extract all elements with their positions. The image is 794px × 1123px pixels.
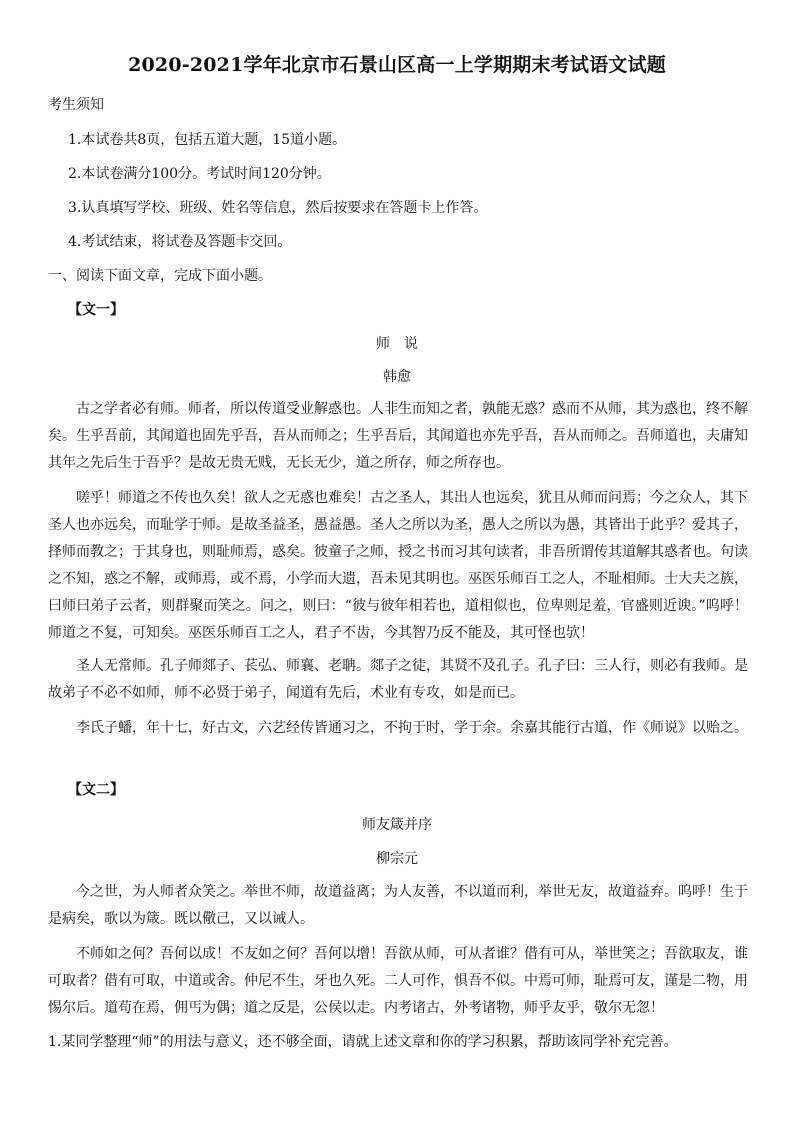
notice-item-2: 2.本试卷满分100分。考试时间120分钟。	[68, 166, 331, 182]
text1-paragraph-4: 李氏子蟠，年十七，好古文，六艺经传皆通习之，不拘于时，学于余。余嘉其能行古道，作《师说》以贻之。	[76, 720, 748, 736]
text2-label: 【文二】	[68, 782, 124, 798]
text2-author: 柳宗元	[376, 851, 418, 867]
text1-label: 【文一】	[68, 302, 124, 318]
text1-paragraph-1: 古之学者必有师。师者，所以传道受业解惑也。人非生而知之者，孰能无惑？惑而不从师，其为惑也，终不解矣。生乎吾前，其闻道也固先乎吾，吾从而师之；生乎吾后，其闻道也亦先乎吾，吾从而师之。吾师道也，夫庸知其年之先后生于吾乎？是故无贵无贱，无长无少，道之所存，师之所存也。	[48, 401, 748, 471]
page-title: 2020-2021学年北京市石景山区高一上学期期末考试语文试题	[128, 54, 666, 76]
section-instruction: 一、阅读下面文章，完成下面小题。	[48, 268, 272, 284]
notice-item-1: 1.本试卷共8页，包括五道大题，15道小题。	[68, 132, 347, 148]
notice-item-3: 3.认真填写学校、班级、姓名等信息，然后按要求在答题卡上作答。	[68, 200, 488, 216]
text1-paragraph-2: 嗟乎！师道之不传也久矣！欲人之无惑也难矣！古之圣人，其出人也远矣，犹且从师而问焉；今之众人，其下圣人也亦远矣，而耻学于师。是故圣益圣，愚益愚。圣人之所以为圣，愚人之所以为愚，其皆出于此乎？爱其子，择师而教之；于其身也，则耻师焉，惑矣。彼童子之师，授之书而习其句读者，非吾所谓传其道解其惑者也。句读之不知，惑之不解，或师焉，或不焉，小学而大遗，吾未见其明也。巫医乐师百工之人，不耻相师。士大夫之族，曰师曰弟子云者，则群聚而笑之。问之，则曰：“彼与彼年相若也，道相似也，位卑则足羞，官盛则近谀。”呜呼！师道之不复，可知矣。巫医乐师百工之人，君子不齿，今其智乃反不能及，其可怪也欤！	[48, 490, 748, 641]
text2-paragraph-1: 今之世，为人师者众笑之。举世不师，故道益离；为人友善，不以道而利，举世无友，故道益弃。呜呼！生于是病矣，歌以为箴。既以儆己，又以诫人。	[48, 884, 748, 927]
text1-author: 韩愈	[383, 369, 411, 385]
text1-title: 师 说	[376, 336, 418, 352]
text2-title: 师友箴并序	[362, 817, 432, 833]
notice-item-4: 4.考试结束，将试卷及答题卡交回。	[68, 234, 292, 250]
text1-paragraph-3: 圣人无常师。孔子师郯子、苌弘、师襄、老聃。郯子之徒，其贤不及孔子。孔子曰：三人行，则必有我师。是故弟子不必不如师，师不必贤于弟子，闻道有先后，术业有专攻，如是而已。	[48, 658, 748, 701]
text2-paragraph-2: 不师如之何？吾何以成！不友如之何？吾何以增！吾欲从师，可从者谁？借有可从，举世笑之；吾欲取友，谁可取者？借有可取，中道或舍。仲尼不生，牙也久死。二人可作，惧吾不似。中焉可师，耻焉可友，谨是二物，用惕尔后。道苟在焉，佣丐为偶；道之反是，公侯以走。内考诸古，外考诸物，师乎友乎，敬尔无忽！	[48, 946, 748, 1016]
question-1: 1.某同学整理“师”的用法与意义，还不够全面，请就上述文章和你的学习积累，帮助该同学补充完善。	[48, 1034, 678, 1050]
notice-heading: 考生须知	[48, 97, 104, 113]
